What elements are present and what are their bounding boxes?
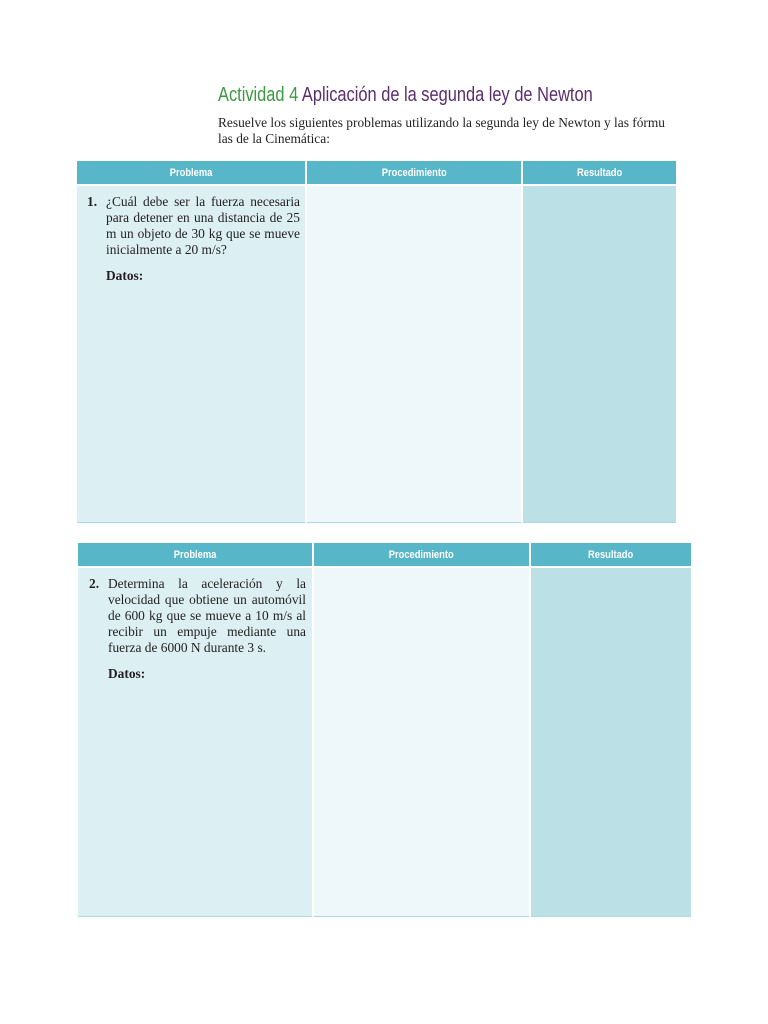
header-resultado: Resultado	[531, 543, 691, 566]
activity-label: Actividad 4	[218, 84, 299, 106]
result-cell[interactable]	[523, 186, 676, 523]
problem-cell	[77, 186, 305, 523]
problem-table-1	[77, 161, 676, 523]
problem-text: Determina la aceleración y la velocidad que obtiene un automóvil de 600 kg que se mueve a 10 m/s al recibir un empuje mediante una fuerza de 6000 N durante 3 s.	[108, 576, 306, 655]
header-procedimiento: Procedimiento	[314, 543, 529, 566]
datos-label: Datos:	[108, 666, 146, 681]
instructions-line-2: las de la Cinemática:	[218, 131, 330, 146]
procedure-cell[interactable]	[307, 186, 521, 523]
header-problema: Problema	[77, 161, 305, 184]
problem-table-2	[78, 543, 691, 917]
instructions-line-1: Resuelve los siguientes problemas utilizando la segunda ley de Newton y las fórmu	[218, 115, 665, 130]
header-resultado: Resultado	[523, 161, 676, 184]
header-procedimiento: Procedimiento	[307, 161, 521, 184]
problem-cell	[78, 568, 312, 917]
problem-number: 1.	[87, 194, 98, 209]
problem-number: 2.	[89, 576, 100, 591]
instructions	[218, 115, 768, 147]
activity-title: Aplicación de la segunda ley de Newton	[301, 84, 593, 106]
procedure-cell[interactable]	[314, 568, 529, 917]
header-problema: Problema	[78, 543, 312, 566]
page-title	[218, 80, 593, 110]
datos-label: Datos:	[106, 268, 144, 283]
problem-text: ¿Cuál debe ser la fuerza necesaria para detener en una distancia de 25 m un objeto de 30 kg que se mueve inicialmente a 20 m/s?	[106, 194, 300, 257]
result-cell[interactable]	[531, 568, 691, 917]
